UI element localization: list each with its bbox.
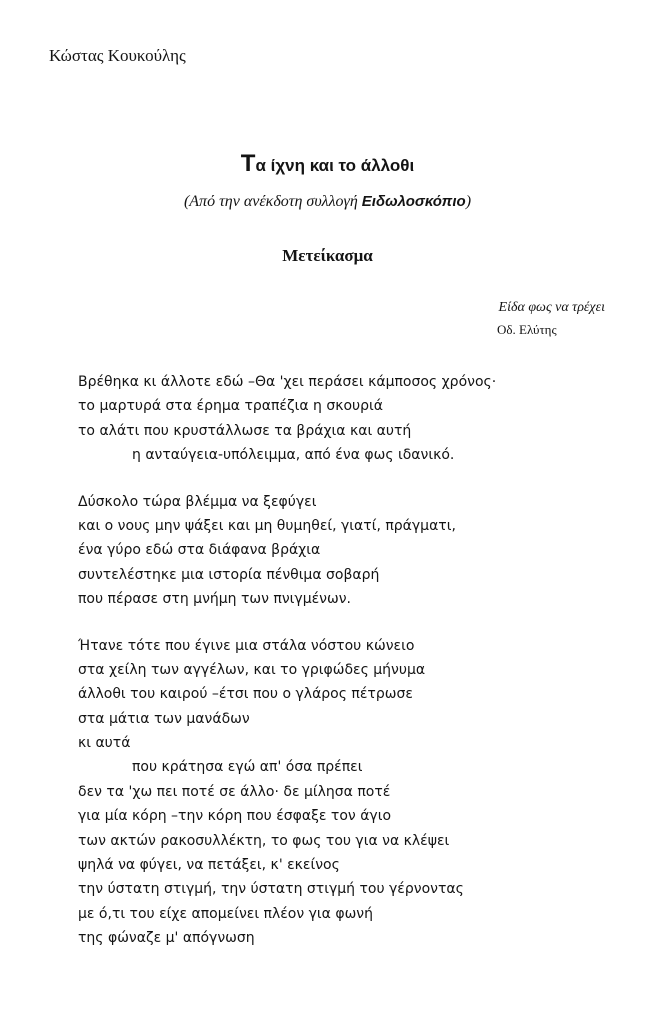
poem-line: κι αυτά [78, 735, 131, 752]
poem-line: στα μάτια των μανάδων [78, 710, 250, 727]
poem-line: με ό,τι του είχε απομείνει πλέον για φωνή [78, 905, 373, 922]
poem-line: το μαρτυρά στα έρημα τραπέζια η σκουριά [78, 398, 383, 415]
collection-name: Ειδωλοσκόπιο [361, 193, 466, 210]
subtitle-prefix: (Από την ανέκδοτη συλλογή [183, 193, 362, 210]
poem-line: ψηλά να φύγει, να πετάξει, κ' εκείνος [78, 857, 340, 874]
poem-line: ένα γύρο εδώ στα διάφανα βράχια [78, 542, 321, 559]
title-rest: α ίχνη και το άλλοθι [255, 156, 415, 175]
poem-line: το αλάτι που κρυστάλλωσε τα βράχια και αυτή [78, 422, 412, 439]
poem-line: των ακτών ρακοσυλλέκτη, το φως του για να κλέψει [78, 832, 450, 849]
poem-line: της φώναζε μ' απόγνωση [78, 930, 255, 947]
poem-line: δεν τα 'χω πει ποτέ σε άλλο· δε μίλησα ποτέ [78, 783, 391, 800]
author-name: Κώστας Κουκούλης [49, 46, 186, 65]
poem-line: η ανταύγεια-υπόλειμμα, από ένα φως ιδανικό. [132, 447, 455, 464]
epigraph-author: Οδ. Ελύτης [497, 322, 557, 337]
section-title: Μετείκασμα [282, 246, 373, 265]
poem-body [78, 370, 496, 951]
title-initial: Τ [240, 150, 256, 177]
poem-line: την ύστατη στιγμή, την ύστατη στιγμή του γέρνοντας [78, 881, 464, 898]
poem-line: Δύσκολο τώρα βλέμμα να ξεφύγει [78, 493, 317, 510]
poem-line: συντελέστηκε μια ιστορία πένθιμα σοβαρή [78, 566, 380, 583]
collection-subtitle [0, 193, 655, 211]
poem-line: Ήτανε τότε που έγινε μια στάλα νόστου κώνειο [78, 637, 415, 654]
poem-line: και ο νους μην ψάξει και μη θυμηθεί, γιατί, πράγματι, [78, 517, 456, 534]
poem-line: που κράτησα εγώ απ' όσα πρέπει [132, 759, 363, 776]
poem-line: Βρέθηκα κι άλλοτε εδώ –Θα 'χει περάσει κάμποσος χρόνος· [78, 374, 497, 390]
stanza-break [78, 612, 496, 634]
poem-title [0, 150, 655, 178]
poem-line: άλλοθι του καιρού –έτσι που ο γλάρος πέτρωσε [78, 686, 413, 703]
stanza-break [78, 468, 496, 490]
epigraph-quote: Είδα φως να τρέχει [498, 300, 605, 315]
subtitle-suffix: ) [465, 193, 472, 210]
poem-line: που πέρασε στη μνήμη των πνιγμένων. [78, 591, 351, 608]
poem-line: στα χείλη των αγγέλων, και το γριφώδες μήνυμα [78, 661, 426, 678]
poem-line: για μία κόρη –την κόρη που έσφαξε τον άγιο [78, 808, 392, 825]
